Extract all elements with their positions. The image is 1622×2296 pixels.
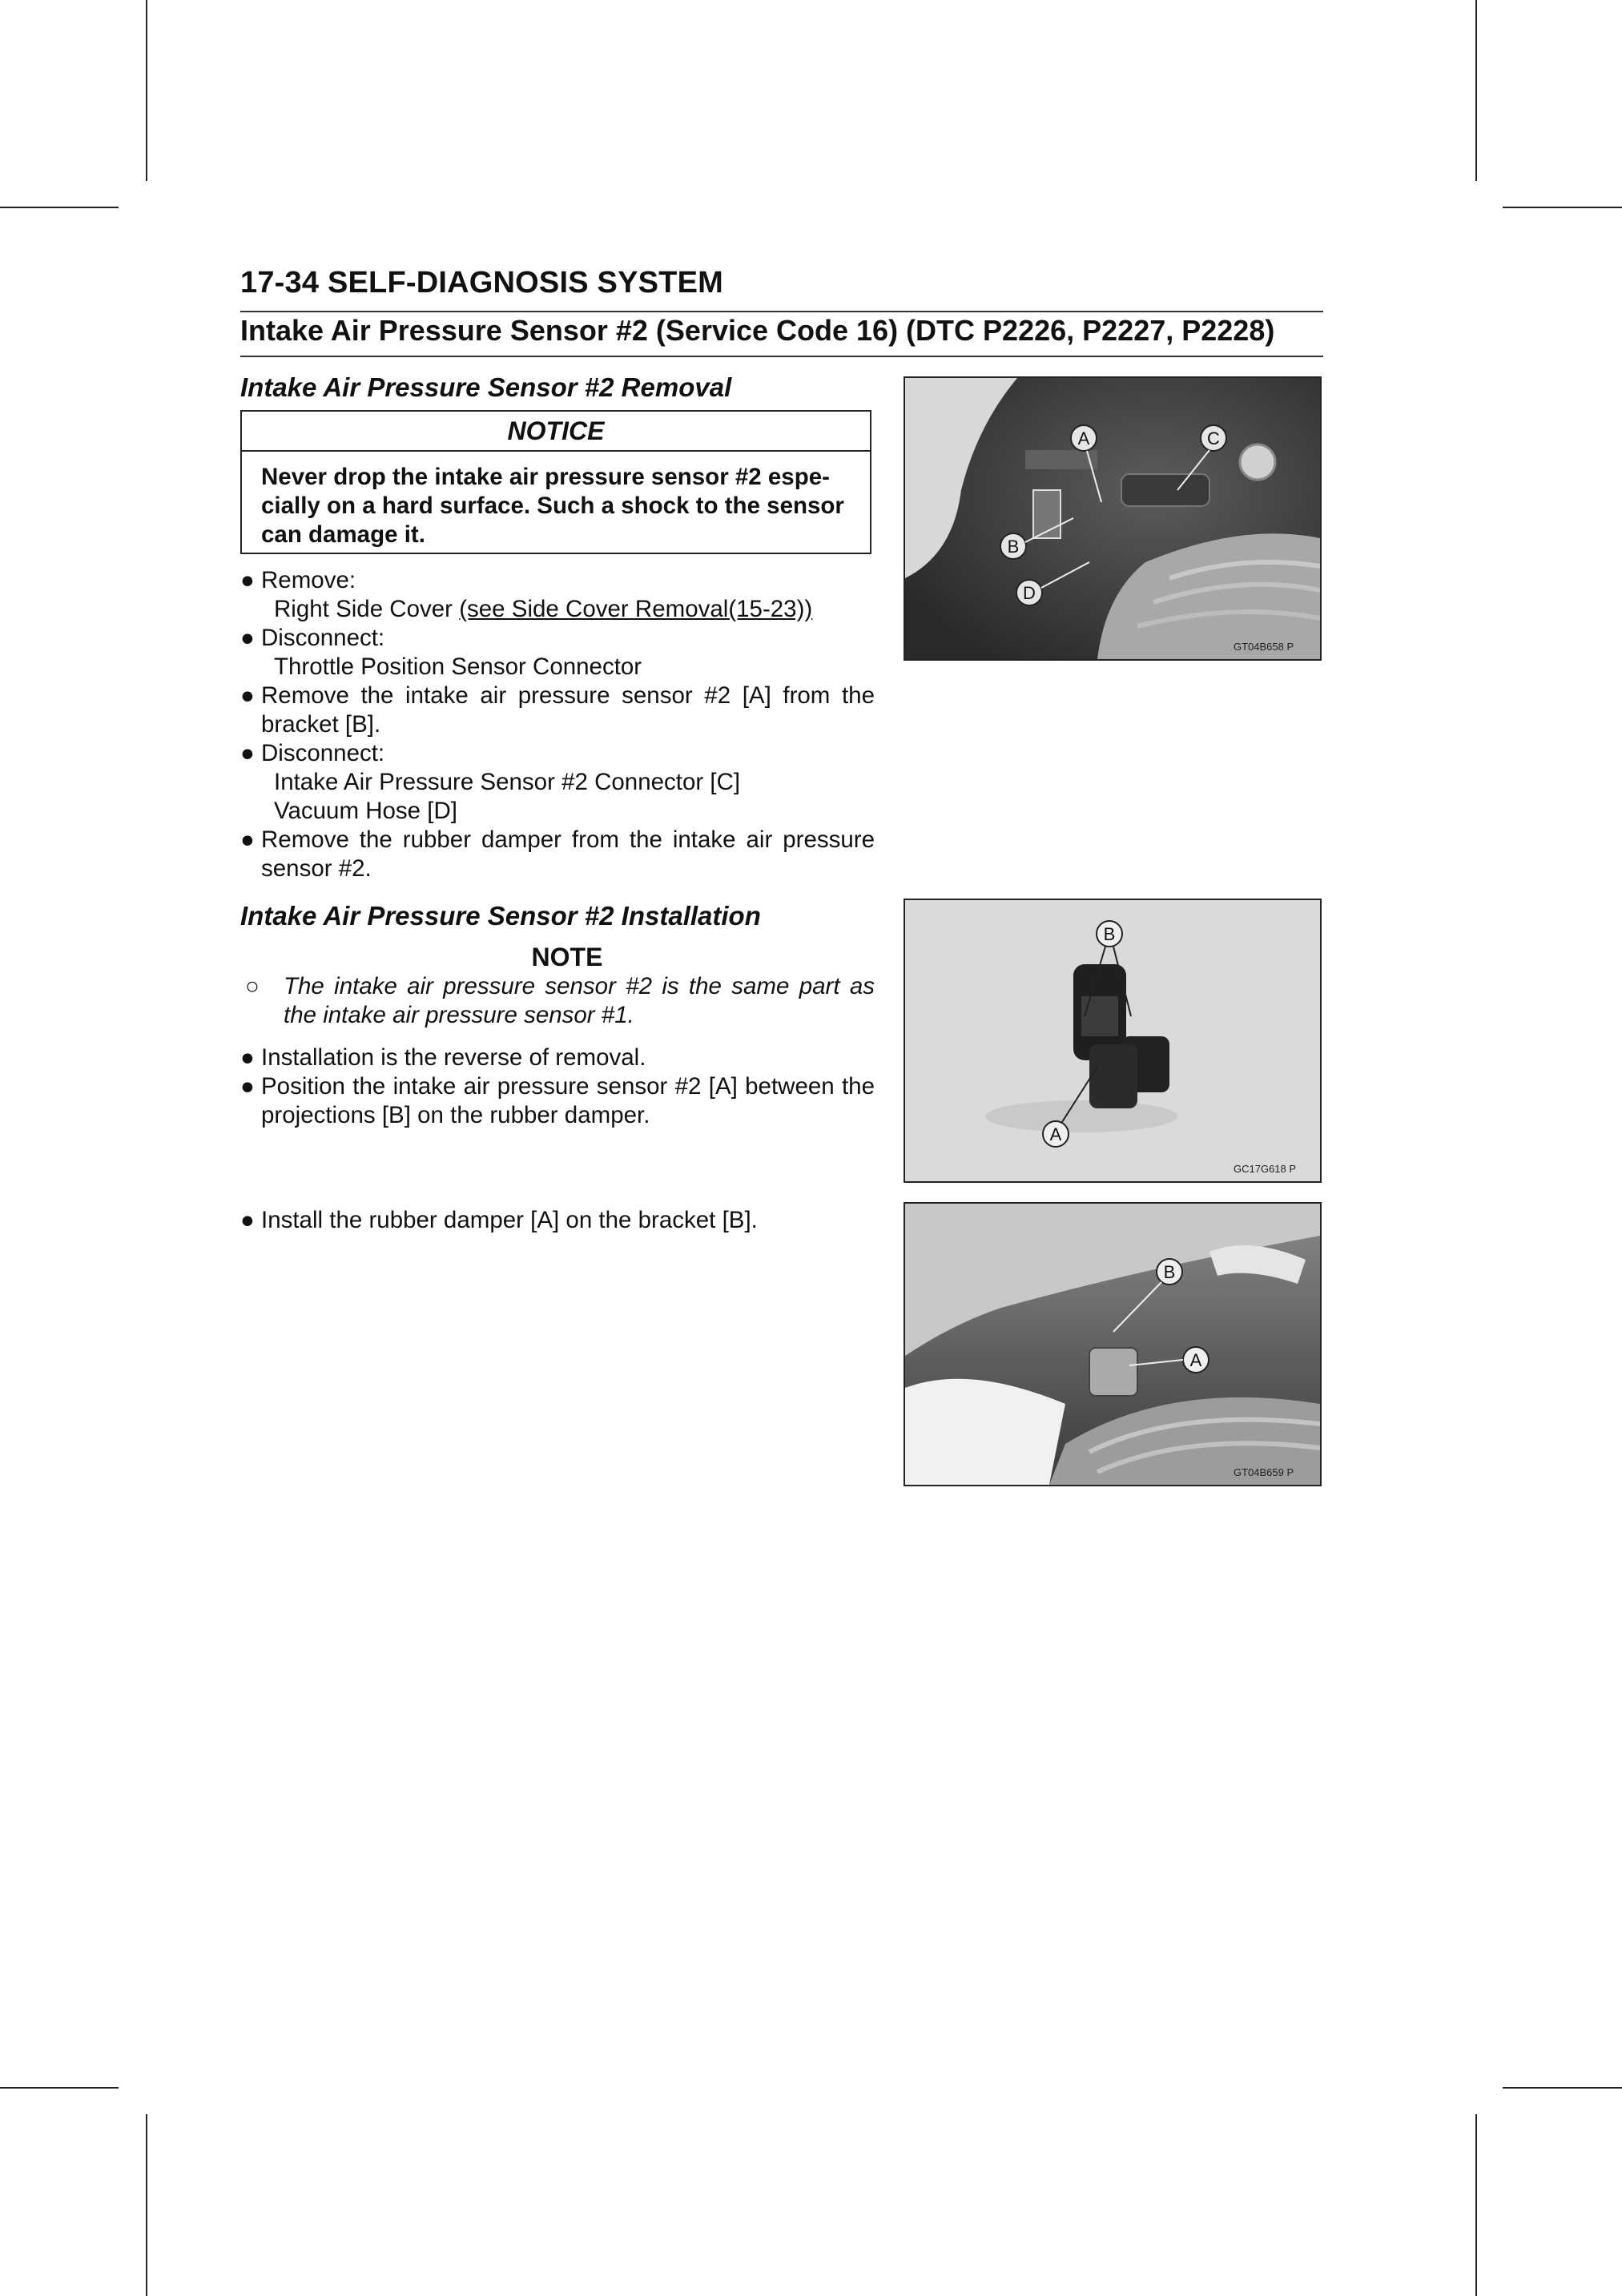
step-line bbox=[240, 1072, 875, 1101]
step-continuation: projections [B] on the rubber damper. bbox=[261, 1102, 650, 1128]
bullet-icon: ● bbox=[240, 1044, 255, 1071]
step-subline: Vacuum Hose [D] bbox=[274, 798, 457, 824]
bullet-icon: ● bbox=[240, 567, 255, 593]
step-text: Disconnect: bbox=[261, 625, 385, 651]
notice-title: NOTICE bbox=[242, 412, 870, 452]
note-text bbox=[245, 972, 875, 1030]
crop-mark bbox=[146, 0, 147, 181]
figure-3-illustration bbox=[905, 1204, 1320, 1485]
installation-heading: Intake Air Pressure Sensor #2 Installation bbox=[240, 901, 761, 931]
callout-label: B bbox=[1163, 1262, 1176, 1282]
step-subline: Intake Air Pressure Sensor #2 Connector [C] bbox=[274, 769, 741, 795]
page-header: 17-34 SELF-DIAGNOSIS SYSTEM bbox=[240, 266, 723, 300]
notice-line: can damage it. bbox=[261, 521, 425, 548]
step-text: Remove the rubber damper from the intake air pressure bbox=[261, 826, 875, 853]
note-label: NOTE bbox=[531, 943, 603, 971]
crop-mark bbox=[1475, 2114, 1477, 2296]
callout-label: B bbox=[1103, 924, 1116, 944]
step-text: Installation is the reverse of removal. bbox=[261, 1044, 646, 1071]
crop-mark bbox=[146, 2114, 147, 2296]
step-text: Right Side Cover bbox=[274, 596, 460, 622]
section-rule bbox=[240, 356, 1323, 357]
step-line bbox=[240, 1206, 875, 1235]
step-text: Disconnect: bbox=[261, 740, 385, 766]
step-subline bbox=[240, 595, 875, 624]
figure-1-illustration bbox=[905, 378, 1320, 659]
step-line bbox=[240, 826, 875, 854]
section-title: Intake Air Pressure Sensor #2 (Service Code 16) (DTC P2226, P2227, P2228) bbox=[240, 314, 1275, 347]
circle-marker-icon: ○ bbox=[245, 973, 260, 999]
crop-mark bbox=[1503, 207, 1622, 208]
step-continuation: bracket [B]. bbox=[261, 711, 381, 738]
callout-label: A bbox=[1049, 1124, 1062, 1144]
bullet-icon: ● bbox=[240, 826, 255, 853]
bullet-icon: ● bbox=[240, 1073, 255, 1100]
note-line-text: The intake air pressure sensor #2 is the same part as bbox=[284, 973, 875, 999]
bullet-icon: ● bbox=[240, 682, 255, 709]
step-continuation: sensor #2. bbox=[261, 855, 372, 882]
step-text: Remove the intake air pressure sensor #2 [A] from the bbox=[261, 682, 875, 709]
callout-label: C bbox=[1207, 428, 1220, 448]
bullet-icon: ● bbox=[240, 625, 255, 651]
header-rule bbox=[240, 311, 1323, 312]
figure-sensor-location bbox=[904, 376, 1322, 661]
crop-mark bbox=[1503, 2087, 1622, 2089]
crop-mark bbox=[0, 2087, 119, 2089]
notice-line: Never drop the intake air pressure sensor #2 espe- bbox=[261, 464, 830, 490]
step-text: Position the intake air pressure sensor #2 [A] between the bbox=[261, 1073, 875, 1100]
crop-mark bbox=[0, 207, 119, 208]
step-line bbox=[240, 624, 875, 653]
bullet-icon: ● bbox=[240, 1207, 255, 1233]
notice-line: cially on a hard surface. Such a shock to the sensor bbox=[261, 493, 844, 519]
bullet-icon: ● bbox=[240, 740, 255, 766]
removal-steps bbox=[240, 566, 875, 883]
removal-heading: Intake Air Pressure Sensor #2 Removal bbox=[240, 372, 732, 402]
installation-step-damper bbox=[240, 1206, 875, 1235]
step-line bbox=[240, 682, 875, 710]
step-line bbox=[240, 1043, 875, 1072]
notice-body bbox=[242, 452, 870, 549]
installation-steps bbox=[240, 1043, 875, 1130]
crop-mark bbox=[1475, 0, 1477, 181]
figure-damper-bracket bbox=[904, 1202, 1322, 1486]
cross-reference-link[interactable]: (see Side Cover Removal(15-23)) bbox=[459, 596, 813, 622]
callout-label: B bbox=[1007, 537, 1020, 557]
note-line bbox=[245, 972, 875, 1001]
step-line bbox=[240, 739, 875, 768]
step-subline: Throttle Position Sensor Connector bbox=[274, 653, 642, 680]
step-text: Remove: bbox=[261, 567, 356, 593]
callout-label: A bbox=[1189, 1350, 1202, 1370]
callout-label: D bbox=[1023, 583, 1036, 603]
step-line bbox=[240, 566, 875, 595]
callout-label: A bbox=[1077, 428, 1090, 448]
figure-2-illustration bbox=[905, 900, 1320, 1181]
figure-sensor-damper bbox=[904, 899, 1322, 1183]
figure-code: GT04B659 P bbox=[1234, 1466, 1294, 1478]
notice-box bbox=[240, 410, 871, 554]
figure-code: GT04B658 P bbox=[1234, 641, 1294, 653]
note-line: the intake air pressure sensor #1. bbox=[284, 1002, 634, 1028]
figure-code: GC17G618 P bbox=[1234, 1163, 1297, 1175]
step-text: Install the rubber damper [A] on the bracket [B]. bbox=[261, 1207, 758, 1233]
